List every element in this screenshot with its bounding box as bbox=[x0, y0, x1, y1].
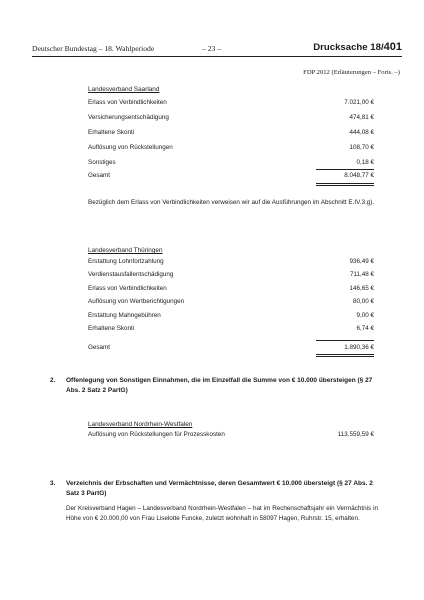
subheader: FDP 2012 (Erläuterungen – Forts. –) bbox=[303, 69, 400, 76]
table-row bbox=[88, 258, 374, 268]
row-label: Versicherungsentschädigung bbox=[88, 114, 169, 121]
header-rule bbox=[32, 56, 402, 57]
table-row bbox=[88, 271, 374, 281]
row-label: Auflösung von Rückstellungen bbox=[88, 144, 173, 151]
table-row bbox=[88, 285, 374, 295]
drucksache-number bbox=[313, 41, 402, 53]
header-publication: Deutscher Bundestag – 18. Wahlperiode bbox=[32, 44, 155, 53]
table-row bbox=[88, 99, 374, 109]
thueringen-double-rule-1 bbox=[316, 354, 374, 355]
section2-row-value: 113.559,59 € bbox=[337, 431, 374, 438]
row-label: Erstattung Mahngebühren bbox=[88, 311, 161, 319]
row-value: 936,49 € bbox=[349, 258, 374, 265]
row-value: 711,48 € bbox=[349, 271, 374, 279]
row-value: 7.021,00 € bbox=[344, 99, 374, 106]
row-label: Verdienstausfallentschädigung bbox=[88, 271, 174, 279]
table-row bbox=[88, 129, 374, 139]
drucksache-number-bold: 401 bbox=[383, 41, 402, 53]
row-label: Erlass von Verbindlichkeiten bbox=[88, 284, 167, 292]
section3-title: Verzeichnis der Erbschaften und Vermächtnisse, deren Gesamtwert € 10.000 übersteigt (§ 27 Abs. 2 Satz 3 PartG) bbox=[66, 480, 373, 497]
row-label: Sonstiges bbox=[88, 159, 116, 166]
row-value: 444,08 € bbox=[349, 129, 374, 136]
row-label: Erhaltene Skonti bbox=[88, 325, 135, 332]
thueringen-double-rule-2 bbox=[316, 356, 374, 357]
saarland-total-label: Gesamt bbox=[88, 172, 111, 179]
thueringen-title: Landesverband Thüringen bbox=[88, 247, 163, 254]
table-row bbox=[88, 312, 374, 322]
saarland-double-rule-2 bbox=[316, 185, 374, 186]
thueringen-total-row bbox=[88, 344, 374, 354]
saarland-sum-rule bbox=[316, 169, 374, 170]
page-number: – 23 – bbox=[202, 44, 221, 53]
row-label: Erstattung Lohnfortzahlung bbox=[88, 258, 164, 265]
row-value: 6,74 € bbox=[356, 325, 374, 332]
section2-row-label: Auflösung von Rückstellungen für Prozesskosten bbox=[88, 431, 225, 438]
row-label: Erhaltene Skonti bbox=[88, 129, 135, 136]
drucksache-prefix: Drucksache 18/ bbox=[313, 42, 384, 53]
saarland-double-rule-1 bbox=[316, 183, 374, 184]
row-value: 0,18 € bbox=[356, 159, 374, 166]
section2-number: 2. bbox=[50, 377, 56, 384]
row-value: 146,65 € bbox=[349, 284, 374, 292]
row-value: 108,70 € bbox=[349, 144, 374, 151]
table-row bbox=[88, 325, 374, 335]
section3-number: 3. bbox=[50, 480, 56, 487]
section2-title: Offenlegung von Sonstigen Einnahmen, die im Einzelfall die Summe von € 10.000 übersteigen (§ 27 Abs. 2 Satz 2 PartG) bbox=[66, 377, 373, 394]
thueringen-total-label: Gesamt bbox=[88, 344, 111, 351]
saarland-title: Landesverband Saarland bbox=[88, 86, 160, 93]
thueringen-total-value: 1.890,36 € bbox=[344, 344, 374, 351]
section2-subtitle: Landesverband Nordrhein-Westfalen bbox=[88, 421, 193, 428]
saarland-total-row bbox=[88, 172, 374, 182]
row-label: Auflösung von Wertberichtigungen bbox=[88, 298, 185, 306]
saarland-total-value: 8.048,77 € bbox=[344, 172, 374, 179]
saarland-note: Bezüglich dem Erlass von Verbindlichkeiten verweisen wir auf die Ausführungen im Abschnitt E.IV.3.g). bbox=[88, 199, 375, 206]
thueringen-sum-rule bbox=[316, 340, 374, 341]
row-value: 80,00 € bbox=[352, 298, 374, 306]
table-row bbox=[88, 114, 374, 124]
table-row bbox=[88, 159, 374, 169]
table-row bbox=[88, 144, 374, 154]
section3-text: Der Kreisverband Hagen – Landesverband Nordrhein-Westfalen – hat im Rechenschaftsjahr ein Vermächtnis in Höhe von € 20.000,00 von Frau Liselotte Funcke, zuletzt wohnhaft in 58097 Hagen, Ruhrstr. 15, erhalten. bbox=[66, 505, 378, 522]
row-value: 474,81 € bbox=[349, 114, 374, 121]
table-row bbox=[88, 298, 374, 308]
row-label: Erlass von Verbindlichkeiten bbox=[88, 99, 167, 106]
section2-row bbox=[88, 431, 374, 441]
row-value: 9,00 € bbox=[356, 311, 374, 319]
